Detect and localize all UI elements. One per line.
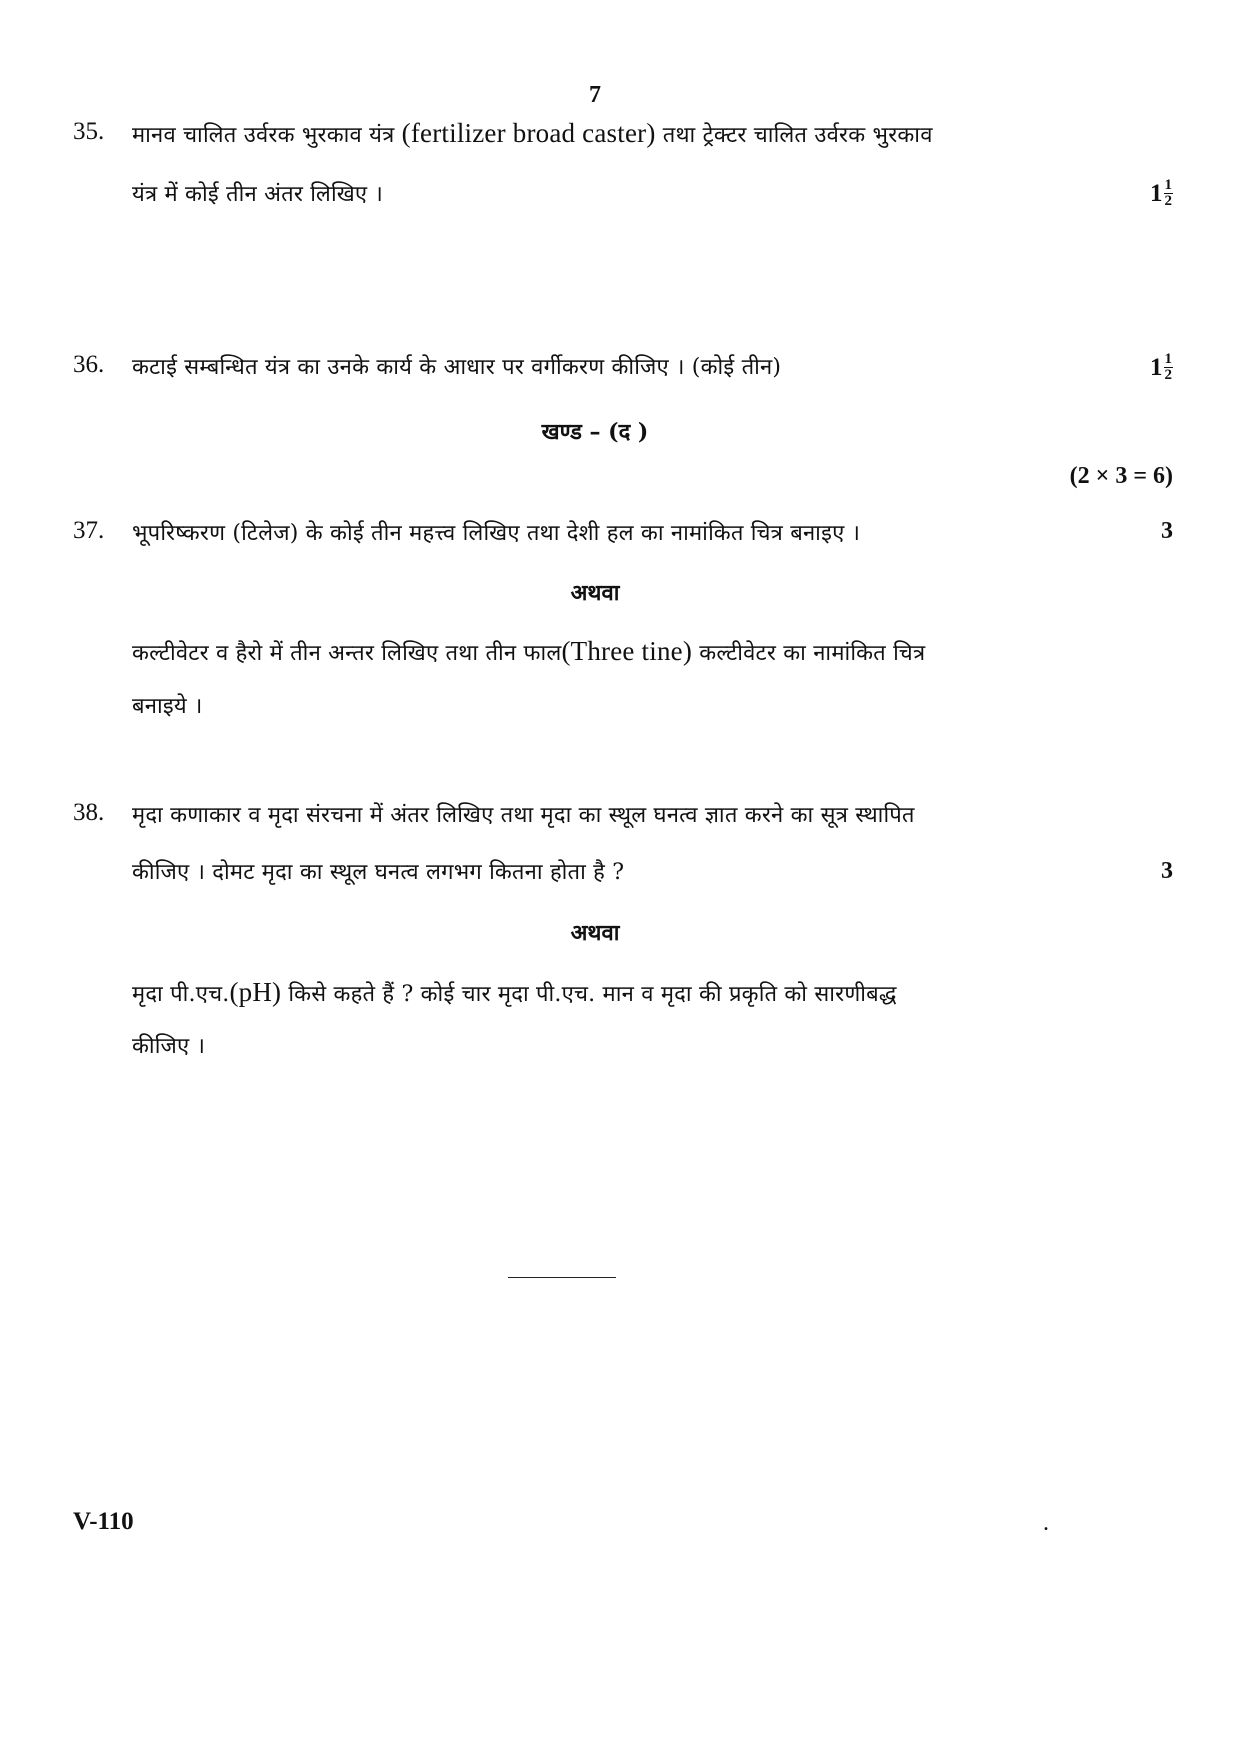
question-38-marks: 3 xyxy=(1161,858,1173,884)
marks-denominator: 2 xyxy=(1164,193,1172,209)
question-37-alt-text-a: कल्टीवेटर व हैरो में तीन अन्तर लिखिए तथा तीन फाल xyxy=(132,641,562,666)
question-38-alt-text-a: मृदा पी.एच. xyxy=(132,982,230,1007)
question-37-alt-line-2: बनाइये । xyxy=(132,694,203,719)
end-divider xyxy=(508,1277,616,1278)
paper-code: V-110 xyxy=(73,1508,134,1535)
question-38-alt-text-b: किसे कहते हैं ? कोई चार मृदा पी.एच. मान व मृदा की प्रकृति को सारणीबद्ध xyxy=(281,982,897,1007)
question-36-marks xyxy=(1150,352,1173,383)
question-35-text-a: मानव चालित उर्वरक भुरकाव यंत्र xyxy=(132,123,402,148)
marks-whole: 1 xyxy=(1150,179,1163,207)
question-35-line-1 xyxy=(132,118,933,149)
question-37-alt-line-1 xyxy=(132,636,925,667)
question-37-alt-text-b: कल्टीवेटर का नामांकित चित्र xyxy=(692,641,926,666)
marks-fraction xyxy=(1164,178,1174,209)
page-number: 7 xyxy=(589,82,601,108)
question-37-line-1: भूपरिष्करण (टिलेज) के कोई तीन महत्त्व लिखिए तथा देशी हल का नामांकित चित्र बनाइए । xyxy=(132,521,861,546)
question-36-line-1: कटाई सम्बन्धित यंत्र का उनके कार्य के आधार पर वर्गीकरण कीजिए । (कोई तीन) xyxy=(132,355,782,380)
marks-fraction xyxy=(1164,352,1174,383)
question-38-alt-line-1 xyxy=(132,977,897,1008)
question-38-or-label: अथवा xyxy=(570,920,620,946)
section-marks-scheme: (2 × 3 = 6) xyxy=(1069,463,1173,489)
question-37-or-label: अथवा xyxy=(570,580,620,606)
marks-whole: 1 xyxy=(1150,353,1163,381)
marks-numerator: 1 xyxy=(1164,177,1172,193)
question-36-number: 36. xyxy=(73,351,105,378)
question-38-alt-line-2: कीजिए । xyxy=(132,1034,206,1059)
footer-dot: . xyxy=(1043,1510,1049,1536)
question-35-marks xyxy=(1150,178,1173,209)
question-35-english-term: (fertilizer broad caster) xyxy=(401,118,656,148)
marks-denominator: 2 xyxy=(1164,367,1172,383)
question-35-number: 35. xyxy=(73,118,105,145)
question-38-alt-english-term: (pH) xyxy=(229,977,282,1007)
marks-numerator: 1 xyxy=(1164,351,1172,367)
question-38-line-1: मृदा कणाकार व मृदा संरचना में अंतर लिखिए तथा मृदा का स्थूल घनत्व ज्ञात करने का सूत्र स्थापित xyxy=(132,803,915,828)
question-38-line-2: कीजिए । दोमट मृदा का स्थूल घनत्व लगभग कितना होता है ? xyxy=(132,860,625,885)
question-35-text-b: तथा ट्रेक्टर चालित उर्वरक भुरकाव xyxy=(655,123,933,148)
question-35-line-2: यंत्र में कोई तीन अंतर लिखिए । xyxy=(132,182,384,207)
section-title: खण्ड – (द ) xyxy=(541,419,649,445)
question-37-number: 37. xyxy=(73,517,105,544)
question-38-number: 38. xyxy=(73,799,105,826)
question-37-alt-english-term: (Three tine) xyxy=(561,636,693,666)
question-37-marks: 3 xyxy=(1161,518,1173,544)
